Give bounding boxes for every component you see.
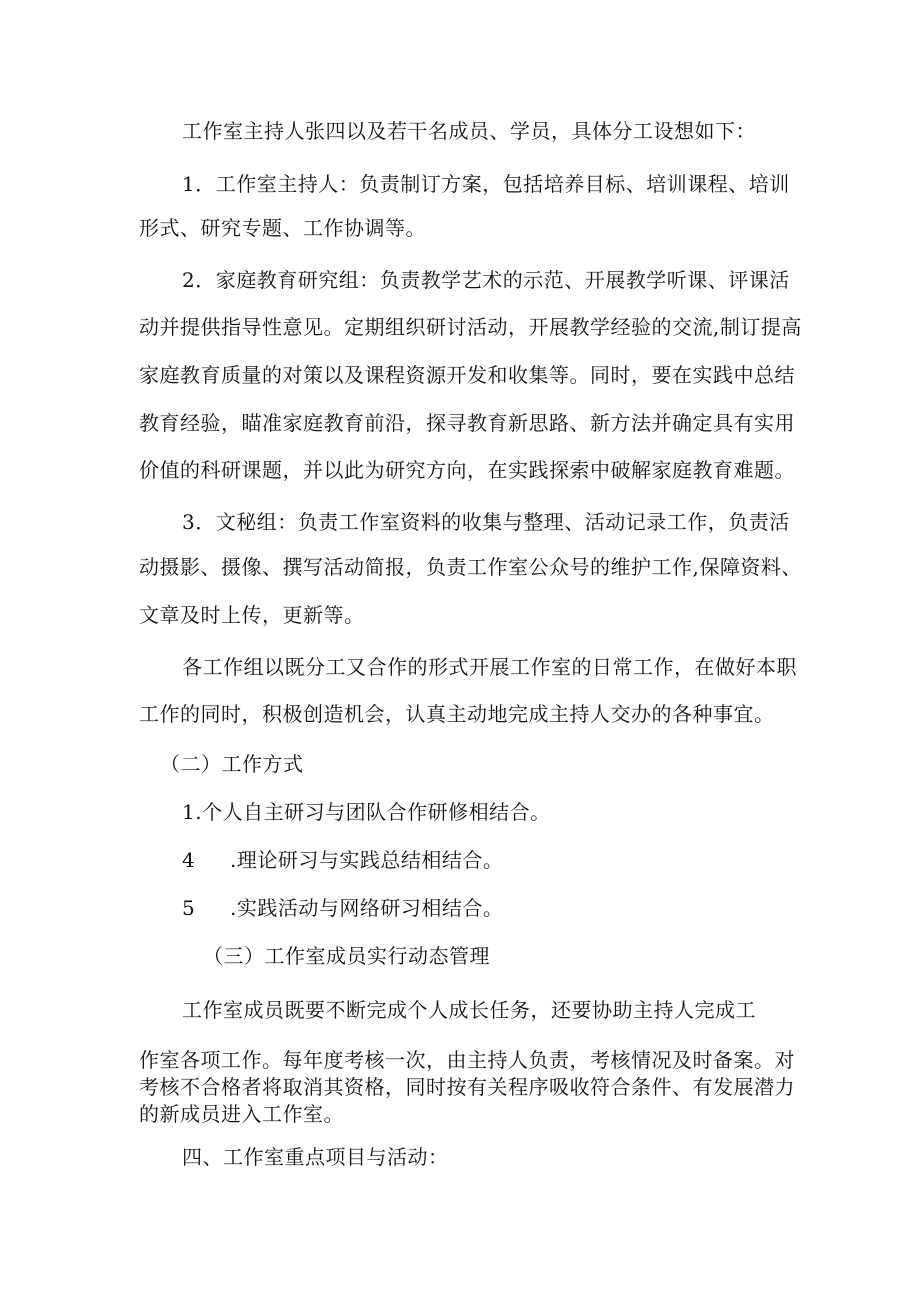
item-2-line: 动并提供指导性意见。定期组织研讨活动，开展教学经验的交流,制订提高 [139,315,802,339]
method-item: 1.个人自主研习与团队合作研修相结合。 [182,800,551,824]
item-2-line: 价值的科研课题，并以此为研究方向，在实践探索中破解家庭教育难题。 [139,458,795,482]
section-3-paragraph-line: 考核不合格者将取消其资格，同时按有关程序吸收符合条件、有发展潜力 [139,1075,795,1099]
method-item-number: 4 [182,848,196,872]
section-3-heading: （三）工作室成员实行动态管理 [203,944,490,968]
item-2-line: 家庭教育质量的对策以及课程资源开发和收集等。同时，要在实践中总结 [139,363,795,387]
item-3-line: 动摄影、摄像、撰写活动简报，负责工作室公众号的维护工作,保障资料、 [139,555,802,579]
summary-line: 各工作组以既分工又合作的形式开展工作室的日常工作，在做好本职 [182,655,797,679]
item-3-line: 3．文秘组：负责工作室资料的收集与整理、活动记录工作，负责活 [182,510,790,534]
item-2-line: 教育经验，瞄准家庭教育前沿，探寻教育新思路、新方法并确定具有实用 [139,411,795,435]
method-item-text: .理论研习与实践总结相结合。 [230,848,504,872]
section-4-heading: 四、工作室重点项目与活动： [182,1145,449,1169]
method-item-text: .实践活动与网络研习相结合。 [230,896,504,920]
method-item [182,896,503,920]
section-3-paragraph-line: 工作室成员既要不断完成个人成长任务，还要协助主持人完成工 [182,998,756,1022]
summary-line: 工作的同时，积极创造机会，认真主动地完成主持人交办的各种事宜。 [139,702,775,726]
intro-paragraph: 工作室主持人张四以及若干名成员、学员，具体分工设想如下： [182,119,756,143]
method-item-number: 5 [182,896,196,920]
section-2-heading: （二）工作方式 [160,752,304,776]
item-1-line: 1．工作室主持人：负责制订方案，包括培养目标、培训课程、培训 [182,172,790,196]
item-2-line: 2．家庭教育研究组：负责教学艺术的示范、开展教学听课、评课活 [182,268,790,292]
section-3-paragraph-line: 的新成员进入工作室。 [139,1102,344,1126]
item-3-line: 文章及时上传，更新等。 [139,603,365,627]
section-3-paragraph-line: 作室各项工作。每年度考核一次，由主持人负责，考核情况及时备案。对 [139,1048,795,1072]
method-item [182,848,503,872]
item-1-line: 形式、研究专题、工作协调等。 [139,216,426,240]
